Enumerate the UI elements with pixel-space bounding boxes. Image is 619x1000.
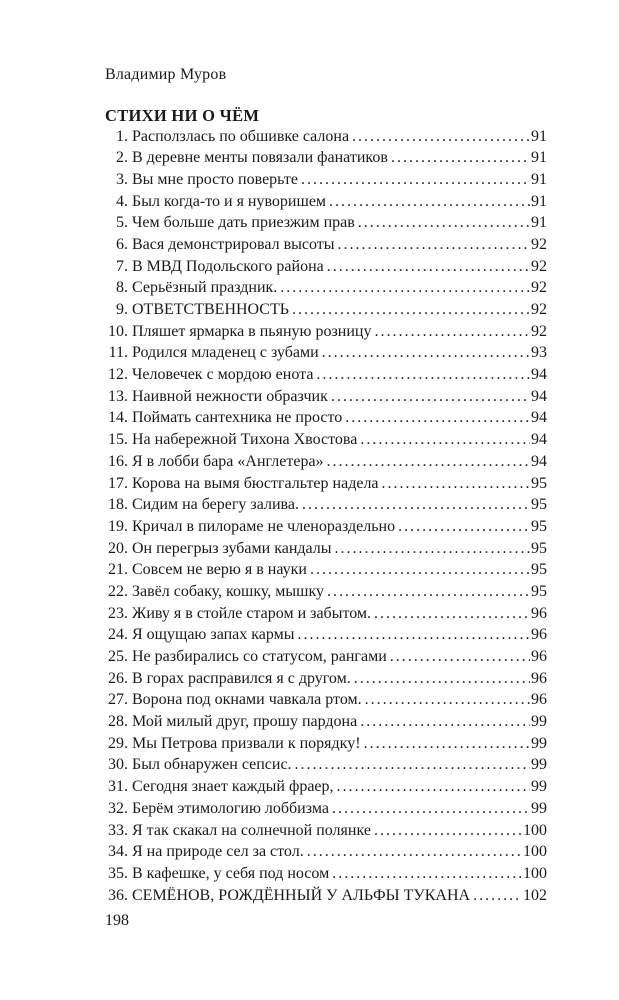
dot-leader (360, 711, 530, 733)
entry-title: Совсем не верю я в науки (132, 561, 307, 579)
toc-entry (105, 733, 547, 755)
entry-title: Чем больше дать приезжим прав (132, 214, 355, 232)
toc-entry (105, 212, 547, 234)
entry-title: Он перегрыз зубами кандалы (132, 539, 332, 557)
toc-entry (105, 299, 547, 321)
dot-leader (358, 212, 530, 234)
toc-entry (105, 364, 547, 386)
entry-page: 95 (531, 496, 547, 514)
dot-leader (322, 342, 530, 364)
dot-leader (374, 820, 522, 842)
entry-number: 10. (108, 322, 128, 340)
entry-number: 29. (108, 734, 128, 752)
entry-page: 94 (531, 431, 547, 449)
entry-page: 95 (531, 474, 547, 492)
entry-page: 91 (531, 170, 547, 188)
entry-page: 100 (523, 864, 547, 882)
toc-entry (105, 321, 547, 343)
entry-title: В горах расправился я с другом. (132, 669, 351, 687)
entry-title: В кафешке, у себя под носом (132, 864, 330, 882)
entry-title: Корова на вымя бюстгальтер надела (132, 474, 379, 492)
entry-title: ОТВЕТСТВЕННОСТЬ (132, 301, 289, 318)
entry-title: Наивной нежности образчик (132, 387, 328, 405)
entry-title: Завёл собаку, кошку, мышку (132, 582, 325, 600)
entry-title: Я ощущаю запах кармы (132, 626, 295, 644)
entry-page: 96 (531, 691, 547, 709)
dot-leader (302, 494, 530, 516)
entry-number: 36. (108, 886, 128, 904)
toc-entry (105, 603, 547, 625)
entry-number: 16. (108, 452, 128, 470)
entry-title: Мы Петрова призвали к порядку! (132, 734, 361, 752)
entry-title: Ворона под окнами чавкала ртом. (132, 691, 362, 709)
entry-page: 102 (523, 886, 547, 904)
entry-number: 14. (108, 409, 128, 427)
entry-title: На набережной Тихона Хвостова (132, 431, 358, 449)
entry-number: 23. (108, 604, 128, 622)
page-number: 198 (105, 912, 129, 929)
toc-entry (105, 559, 547, 581)
entry-number: 3. (116, 170, 128, 188)
entry-page: 99 (531, 756, 547, 774)
entry-title: Я на природе сел за стол. (132, 843, 304, 861)
entry-page: 91 (531, 149, 547, 167)
table-of-contents (105, 126, 547, 907)
toc-entry (105, 169, 547, 191)
toc-entry (105, 126, 547, 148)
entry-page: 93 (531, 344, 547, 362)
dot-leader (307, 841, 522, 863)
entry-title: Сегодня знает каждый фраер, (132, 778, 334, 796)
dot-leader (473, 885, 522, 907)
entry-number: 8. (116, 279, 128, 297)
dot-leader (337, 776, 530, 798)
entry-number: 17. (108, 474, 128, 492)
entry-number: 6. (116, 235, 128, 253)
entry-number: 32. (108, 799, 128, 817)
toc-entry (105, 407, 547, 429)
entry-number: 2. (116, 149, 128, 167)
entry-title: Мой милый друг, прошу пардона (132, 713, 358, 731)
entry-page: 100 (523, 843, 547, 861)
dot-leader (360, 429, 530, 451)
toc-entry (105, 820, 547, 842)
entry-title: В деревне менты повязали фанатиков (132, 149, 388, 167)
entry-title: Был когда-то и я нуворишем (132, 192, 327, 210)
entry-title: Поймать сантехника не просто (132, 409, 343, 427)
entry-title: Сидим на берегу залива. (132, 496, 299, 514)
toc-entry (105, 668, 547, 690)
toc-entry (105, 885, 547, 907)
entry-page: 94 (531, 409, 547, 427)
dot-leader (331, 386, 530, 408)
toc-entry (105, 624, 547, 646)
dot-leader (327, 256, 530, 278)
dot-leader (292, 299, 530, 321)
entry-title: Человечек с мордою енота (132, 366, 314, 384)
entry-title: Вася демонстрировал высоты (132, 235, 335, 253)
entry-number: 11. (108, 344, 128, 362)
toc-entry (105, 516, 547, 538)
dot-leader (329, 191, 530, 213)
toc-entry (105, 234, 547, 256)
entry-number: 20. (108, 539, 128, 557)
entry-number: 31. (108, 778, 128, 796)
toc-entry (105, 798, 547, 820)
dot-leader (374, 321, 530, 343)
entry-page: 95 (531, 582, 547, 600)
entry-title: Кричал в пилораме не членораздельно (132, 517, 396, 535)
toc-entry (105, 256, 547, 278)
toc-entry (105, 863, 547, 885)
entry-number: 27. (108, 691, 128, 709)
entry-page: 92 (531, 235, 547, 253)
entry-page: 95 (531, 539, 547, 557)
dot-leader (391, 147, 530, 169)
entry-page: 99 (531, 713, 547, 731)
entry-title: Вы мне просто поверьте (132, 170, 298, 188)
dot-leader (310, 559, 530, 581)
entry-number: 4. (116, 192, 128, 210)
toc-entry (105, 191, 547, 213)
entry-page: 91 (531, 127, 547, 145)
dot-leader (332, 798, 530, 820)
entry-number: 34. (108, 843, 128, 861)
entry-title: Серьёзный праздник. (132, 279, 278, 297)
entry-number: 33. (108, 821, 128, 839)
dot-leader (327, 451, 530, 473)
dot-leader (298, 624, 530, 646)
entry-page: 100 (523, 821, 547, 839)
dot-leader (338, 234, 530, 256)
entry-number: 22. (108, 582, 128, 600)
toc-entry (105, 754, 547, 776)
section-title: СТИХИ НИ О ЧЁМ (105, 106, 260, 125)
entry-number: 1. (116, 127, 128, 145)
entry-page: 96 (531, 626, 547, 644)
entry-title: Живу я в стойле старом и забытом. (132, 604, 372, 622)
dot-leader (345, 407, 530, 429)
dot-leader (398, 516, 530, 538)
entry-page: 96 (531, 604, 547, 622)
dot-leader (335, 538, 530, 560)
entry-number: 21. (108, 561, 128, 579)
entry-number: 9. (116, 301, 128, 318)
toc-entry (105, 473, 547, 495)
dot-leader (382, 473, 530, 495)
entry-title: Я в лобби бара «Англетера» (132, 452, 324, 470)
entry-page: 96 (531, 648, 547, 665)
entry-page: 99 (531, 778, 547, 796)
entry-page: 94 (531, 366, 547, 384)
entry-page: 92 (531, 301, 547, 318)
entry-page: 99 (531, 799, 547, 817)
entry-title: СЕМЁНОВ, РОЖДЁННЫЙ У АЛЬФЫ ТУКАНА (132, 886, 471, 904)
dot-leader (364, 733, 530, 755)
toc-entry (105, 776, 547, 798)
dot-leader (365, 689, 530, 711)
toc-entry (105, 494, 547, 516)
dot-leader (390, 646, 530, 668)
entry-page: 95 (531, 561, 547, 579)
dot-leader (301, 169, 530, 191)
dot-leader (295, 754, 530, 776)
toc-entry (105, 538, 547, 560)
toc-entry (105, 711, 547, 733)
toc-entry (105, 147, 547, 169)
entry-number: 24. (108, 626, 128, 644)
entry-title: Берём этимологию лоббизма (132, 799, 329, 817)
entry-number: 28. (108, 713, 128, 731)
entry-number: 7. (116, 257, 128, 275)
entry-page: 91 (531, 192, 547, 210)
dot-leader (354, 668, 530, 690)
entry-number: 15. (108, 431, 128, 449)
entry-page: 94 (531, 387, 547, 405)
entry-title: Не разбирались со статусом, рангами (132, 648, 387, 665)
entry-number: 30. (108, 756, 128, 774)
entry-title: Пляшет ярмарка в пьяную розницу (132, 322, 372, 340)
toc-entry (105, 386, 547, 408)
entry-number: 18. (108, 496, 128, 514)
running-head: Владимир Муров (105, 66, 227, 83)
toc-entry (105, 277, 547, 299)
dot-leader (374, 603, 530, 625)
entry-page: 91 (531, 214, 547, 232)
entry-title: В МВД Подольского района (132, 257, 324, 275)
entry-number: 5. (116, 214, 128, 232)
entry-number: 35. (108, 864, 128, 882)
toc-entry (105, 342, 547, 364)
entry-number: 25. (108, 648, 128, 665)
entry-title: Родился младенец с зубами (132, 344, 319, 362)
entry-number: 12. (108, 366, 128, 384)
toc-entry (105, 429, 547, 451)
entry-number: 13. (108, 387, 128, 405)
entry-page: 96 (531, 669, 547, 687)
dot-leader (316, 364, 530, 386)
entry-page: 92 (531, 257, 547, 275)
dot-leader (280, 277, 530, 299)
entry-page: 95 (531, 517, 547, 535)
entry-page: 92 (531, 322, 547, 340)
entry-page: 92 (531, 279, 547, 297)
dot-leader (332, 863, 522, 885)
toc-entry (105, 689, 547, 711)
entry-title: Я так скакал на солнечной полянке (132, 821, 371, 839)
dot-leader (352, 126, 530, 148)
entry-number: 19. (108, 517, 128, 535)
toc-entry (105, 581, 547, 603)
entry-page: 99 (531, 734, 547, 752)
entry-page: 94 (531, 452, 547, 470)
entry-number: 26. (108, 669, 128, 687)
entry-title: Расползлась по обшивке салона (132, 127, 350, 145)
toc-entry (105, 451, 547, 473)
toc-entry (105, 646, 547, 668)
entry-title: Был обнаружен сепсис. (132, 756, 292, 774)
toc-entry (105, 841, 547, 863)
dot-leader (327, 581, 530, 603)
